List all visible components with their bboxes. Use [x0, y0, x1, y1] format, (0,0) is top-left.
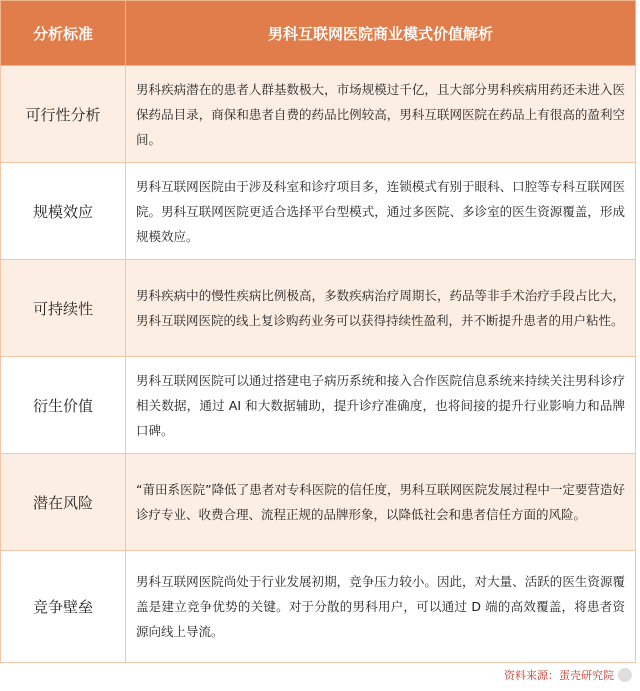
source-note — [504, 667, 632, 683]
table-row — [1, 66, 636, 163]
row-desc-risk: “莆田系医院”降低了患者对专科医院的信任度，男科互联网医院发展过程中一定要营造好诊疗专业、收费合理、流程正规的品牌形象，以降低社会和患者信任方面的风险。 — [126, 454, 636, 551]
row-desc-scale: 男科互联网医院由于涉及科室和诊疗项目多，连锁模式有别于眼科、口腔等专科互联网医院。男科互联网医院更适合选择平台型模式，通过多医院、多诊室的医生资源覆盖，形成规模效应。 — [126, 163, 636, 260]
table-row — [1, 454, 636, 551]
row-desc-barrier: 男科互联网医院尚处于行业发展初期，竞争压力较小。因此，对大量、活跃的医生资源覆盖是建立竞争优势的关键。对于分散的男科用户，可以通过 D 端的高效覆盖，将患者资源向线上导流。 — [126, 551, 636, 663]
row-desc-feasibility: 男科疾病潜在的患者人群基数极大，市场规模过千亿，且大部分男科疾病用药还未进入医保药品目录，商保和患者自费的药品比例较高，男科互联网医院在药品上有很高的盈利空间。 — [126, 66, 636, 163]
watermark-icon — [618, 668, 632, 682]
row-desc-derived-value: 男科互联网医院可以通过搭建电子病历系统和接入合作医院信息系统来持续关注男科诊疗相关数据，通过 AI 和大数据辅助，提升诊疗准确度，也将间接的提升行业影响力和品牌口碑。 — [126, 357, 636, 454]
table-row — [1, 163, 636, 260]
header-criteria: 分析标准 — [1, 1, 126, 66]
table-header-row — [1, 1, 636, 66]
table-row — [1, 551, 636, 663]
row-label-sustainability: 可持续性 — [1, 260, 126, 357]
source-text: 资料来源：蛋壳研究院 — [504, 669, 614, 682]
row-label-scale: 规模效应 — [1, 163, 126, 260]
row-label-barrier: 竞争壁垒 — [1, 551, 126, 663]
row-desc-sustainability: 男科疾病中的慢性疾病比例极高，多数疾病治疗周期长，药品等非手术治疗手段占比大，男科互联网医院的线上复诊购药业务可以获得持续性盈利，并不断提升患者的用户粘性。 — [126, 260, 636, 357]
header-title: 男科互联网医院商业模式价值解析 — [126, 1, 636, 66]
row-label-risk: 潜在风险 — [1, 454, 126, 551]
row-label-derived-value: 衍生价值 — [1, 357, 126, 454]
row-label-feasibility: 可行性分析 — [1, 66, 126, 163]
table-row — [1, 260, 636, 357]
table-row — [1, 357, 636, 454]
